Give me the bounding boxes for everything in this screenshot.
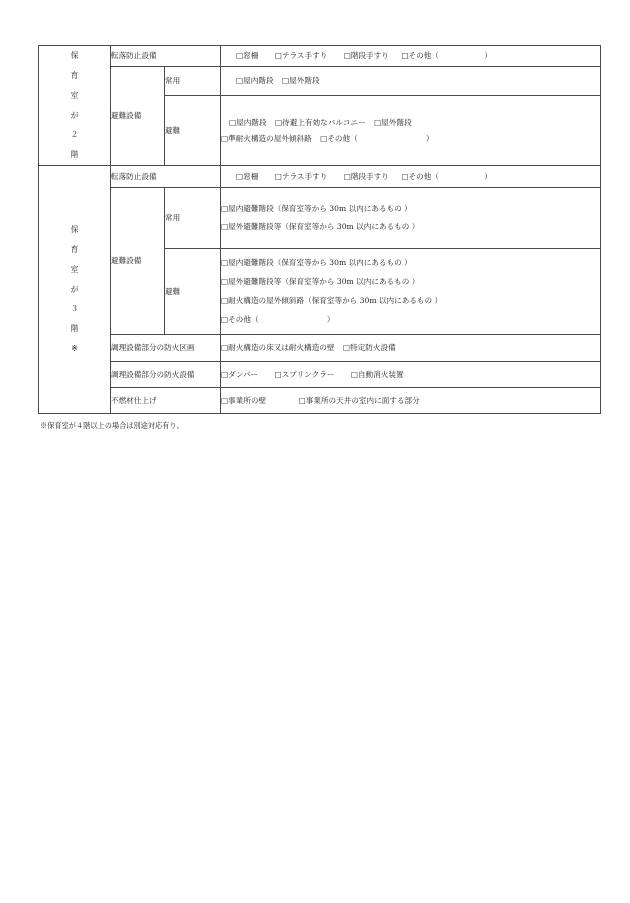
checkbox-other[interactable]: □その他（ ） [221, 315, 335, 324]
floor2-evac-options [221, 96, 601, 166]
floor2-label-char: が [70, 110, 79, 120]
checkbox-sprinkler[interactable]: □スプリンクラー [274, 369, 335, 379]
floor2-fall-prevention-options [221, 46, 601, 67]
checkbox-semi-fireproof-ramp[interactable]: □準耐火構造の屋外傾斜路 [221, 133, 312, 143]
floor2-label-char: 保 [70, 51, 79, 61]
floor2-label-char: 室 [70, 90, 79, 100]
checkbox-outdoor-stairs[interactable]: □屋外階段 [374, 117, 412, 127]
checkbox-window-guard[interactable]: □窓柵 [236, 171, 259, 181]
floor3-fall-prevention-options [221, 166, 601, 188]
checkbox-stair-handrail[interactable]: □階段手すり [343, 171, 389, 181]
footnote: ※保育室が４階以上の場合は別途対応有り。 [40, 421, 184, 430]
floor2-evac-line2 [221, 134, 600, 144]
checkbox-fireproof-floor-wall[interactable]: □耐火構造の床又は耐火構造の壁 [221, 343, 335, 353]
floor2-evac-line1 [221, 118, 600, 128]
checkbox-outdoor-stairs[interactable]: □屋外階段 [281, 76, 320, 86]
checkbox-indoor-evac-stairs[interactable]: □屋内避難階段（保育室等から 30m 以内にあるもの ） [221, 204, 412, 213]
checkbox-indoor-evac-stairs[interactable]: □屋内避難階段（保育室等から 30m 以内にあるもの ） [221, 258, 412, 267]
floor2-label-char: 階 [70, 150, 79, 160]
checkbox-window-guard[interactable]: □窓柵 [236, 51, 259, 61]
checkbox-outdoor-evac-stairs[interactable]: □屋外避難階段等（保育室等から 30m 以内にあるもの ） [221, 277, 420, 286]
floor2-evacuation-label: 避難設備 [111, 67, 165, 166]
noncombustible-label: 不燃材仕上げ [111, 388, 221, 414]
checkbox-damper[interactable]: □ダンパー [221, 369, 259, 379]
floor2-evac-label: 避難 [165, 96, 221, 166]
checkbox-office-wall[interactable]: □事業所の壁 [221, 395, 267, 405]
checkbox-other[interactable]: □その他（ ） [401, 171, 493, 181]
floor3-evacuation-label: 避難設備 [111, 188, 165, 335]
floor2-normal-use-label: 常用 [165, 67, 221, 96]
floor3-label-char: が [70, 284, 79, 294]
checkbox-stair-handrail[interactable]: □階段手すり [343, 51, 389, 61]
floor3-fire-compartment-row [39, 335, 601, 362]
checkbox-indoor-stairs[interactable]: □屋内階段 [229, 117, 267, 127]
fire-compartment-label: 調理設備部分の防火区画 [111, 335, 221, 362]
fire-equipment-options [221, 362, 601, 388]
floor3-noncombustible-row [39, 388, 601, 414]
floor2-normal-use-options [221, 67, 601, 96]
checkbox-terrace-handrail[interactable]: □テラス手すり [274, 171, 328, 181]
floor2-evac-normal-row [39, 67, 601, 96]
checkbox-office-ceiling[interactable]: □事業所の天井の室内に面する部分 [298, 395, 420, 405]
floor2-label-char: 育 [70, 70, 79, 80]
floor3-normal-use-options [221, 188, 601, 249]
floor2-label-char: ２ [70, 130, 79, 140]
floor3-label-char: ※ [71, 343, 78, 353]
floor3-normal-use-label: 常用 [165, 188, 221, 249]
floor3-fire-equipment-row [39, 362, 601, 388]
floor3-evac-options [221, 249, 601, 335]
checkbox-special-fire-equipment[interactable]: □特定防火設備 [342, 343, 396, 353]
floor3-label-char: ３ [70, 304, 79, 314]
floor3-label-char: 保 [70, 225, 79, 235]
checkbox-other[interactable]: □その他（ ） [320, 133, 434, 143]
fire-compartment-options [221, 335, 601, 362]
checkbox-terrace-handrail[interactable]: □テラス手すり [274, 51, 328, 61]
checkbox-indoor-stairs[interactable]: □屋内階段 [236, 76, 274, 86]
noncombustible-options [221, 388, 601, 414]
checkbox-auto-extinguisher[interactable]: □自動消火装置 [350, 369, 404, 379]
floor2-label-cell [39, 46, 111, 166]
floor3-fall-prevention-label: 転落防止設備 [111, 166, 221, 188]
floor2-fall-prevention-row [39, 46, 601, 67]
checkbox-fireproof-ramp[interactable]: □耐火構造の屋外傾斜路（保育室等から 30m 以内にあるもの ） [221, 296, 443, 305]
fire-equipment-label: 調理設備部分の防火設備 [111, 362, 221, 388]
checkbox-outdoor-evac-stairs[interactable]: □屋外避難階段等（保育室等から 30m 以内にあるもの ） [221, 222, 420, 231]
checkbox-other[interactable]: □その他（ ） [401, 51, 493, 61]
floor3-label-char: 階 [70, 324, 79, 334]
floor3-label-char: 育 [70, 245, 79, 254]
floor3-fall-prevention-row [39, 166, 601, 188]
floor2-fall-prevention-label: 転落防止設備 [111, 46, 221, 67]
floor3-evac-normal-row [39, 188, 601, 249]
floor3-label-cell [39, 166, 111, 414]
floor3-label-char: 室 [70, 264, 79, 274]
facility-checklist-table [38, 45, 601, 414]
checkbox-balcony[interactable]: □待避上有効なバルコニー [274, 117, 366, 127]
floor3-evac-label: 避難 [165, 249, 221, 335]
